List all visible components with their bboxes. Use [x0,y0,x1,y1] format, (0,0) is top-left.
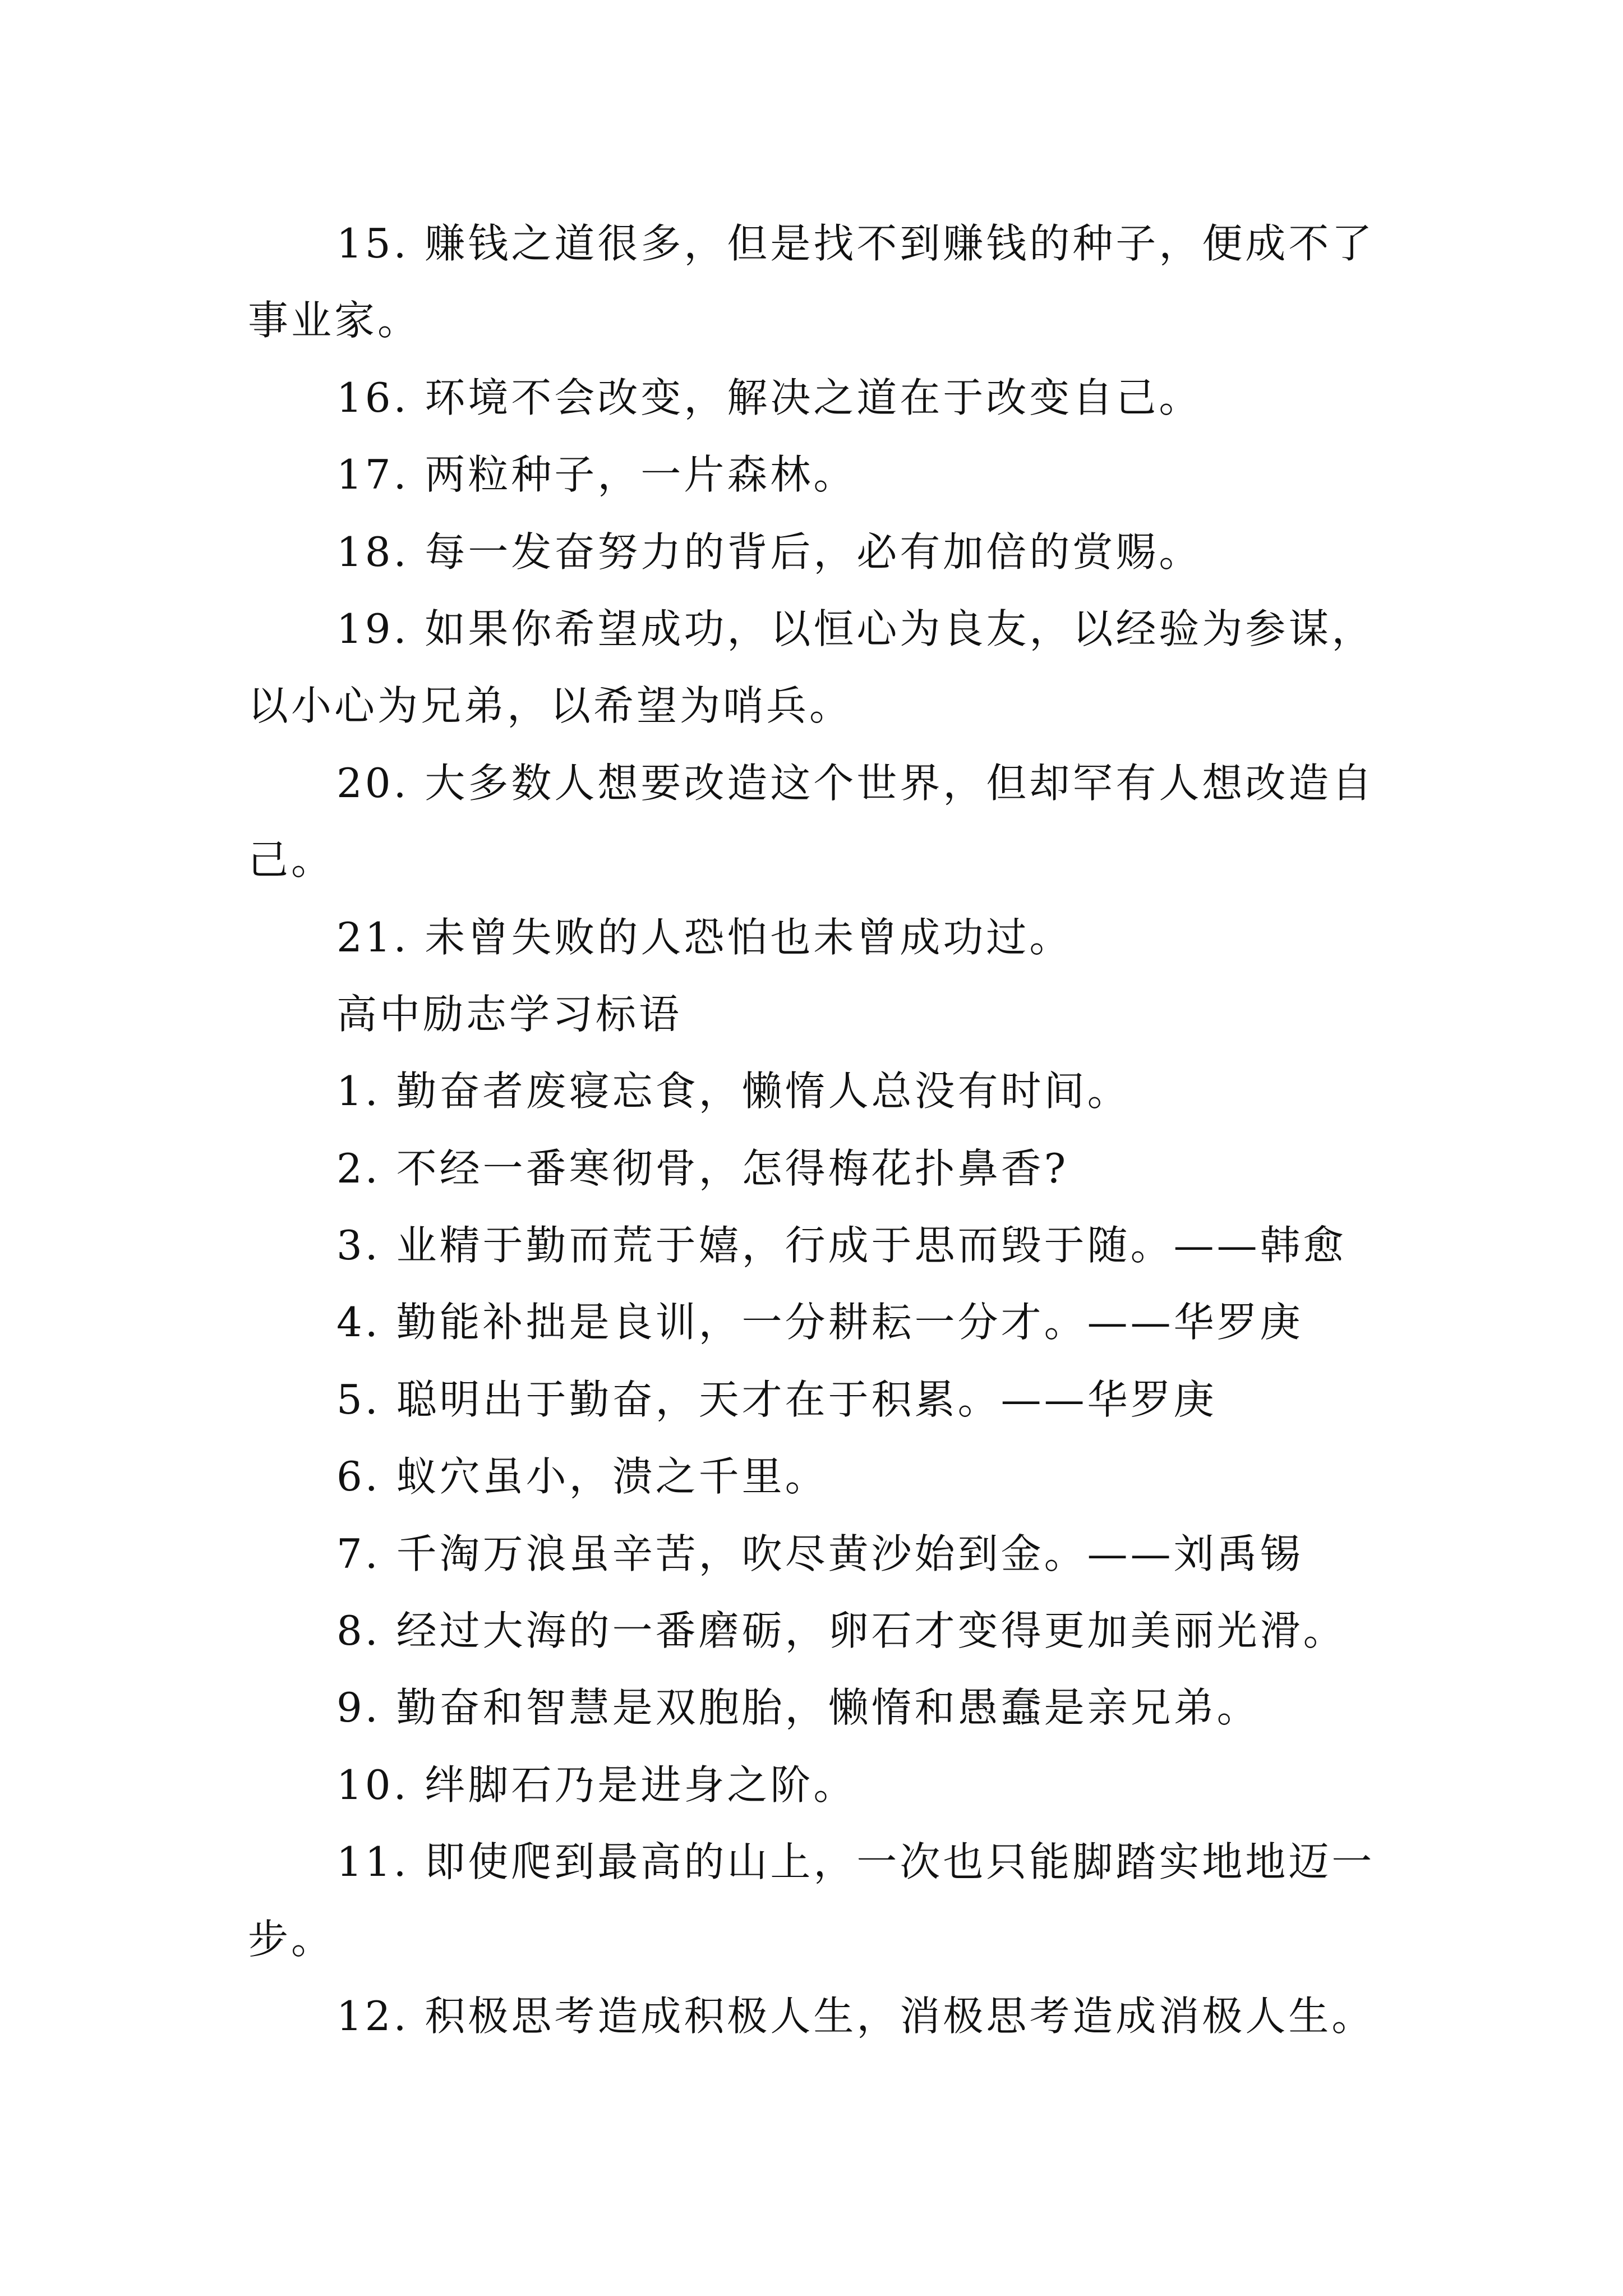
list-item-line: 18. 每一发奋努力的背后，必有加倍的赏赐。 [336,528,1202,576]
list-item [248,1747,1482,1824]
list-item [248,1438,1482,1515]
list-item [248,205,1482,360]
list-item-line: 6. 蚁穴虽小，溃之千里。 [336,1453,828,1501]
list-item-line: 21. 未曾失败的人恐怕也未曾成功过。 [336,913,1073,961]
list-item-line: 16. 环境不会改变，解决之道在于改变自己。 [336,374,1202,421]
list-item [248,514,1482,591]
list-item [248,360,1482,436]
list-item-line: 20. 大多数人想要改造这个世界，但却罕有人想改造自 [336,759,1375,807]
list-item-line: 5. 聪明出于勤奋，天才在于积累。——华罗庚 [336,1375,1217,1423]
list-item [248,1669,1482,1746]
list-item-line: 以小心为兄弟，以希望为哨兵。 [248,682,853,730]
list-item-line: 19. 如果你希望成功，以恒心为良友，以经验为参谋， [336,605,1375,652]
list-item [248,1284,1482,1361]
section-heading: 高中励志学习标语 [336,990,683,1038]
list-item [248,1361,1482,1438]
list-item [248,1053,1482,1130]
list-item [248,1978,1482,2055]
list-item-line: 7. 千淘万浪虽辛苦，吹尽黄沙始到金。——刘禹锡 [336,1530,1303,1577]
list-item-line: 15. 赚钱之道很多，但是找不到赚钱的种子，便成不了 [336,220,1375,267]
list-item-line: 2. 不经一番寒彻骨，怎得梅花扑鼻香? [336,1144,1069,1192]
list-item-line: 9. 勤奋和智慧是双胞胎，懒惰和愚蠢是亲兄弟。 [336,1684,1260,1732]
list-item [248,1516,1482,1593]
list-item-line: 事业家。 [248,297,421,344]
list-item-line: 步。 [248,1915,335,1963]
list-item-line: 8. 经过大海的一番磨砺，卵石才变得更加美丽光滑。 [336,1607,1347,1655]
document-body [248,205,1482,2055]
list-item-line: 10. 绊脚石乃是进身之阶。 [336,1761,857,1809]
list-item [248,591,1482,745]
list-item [248,745,1482,899]
list-item-line: 3. 业精于勤而荒于嬉，行成于思而毁于随。——韩愈 [336,1222,1347,1269]
list-item-line: 12. 积极思考造成积极人生，消极思考造成消极人生。 [336,1992,1375,2040]
list-item-line: 己。 [248,836,335,884]
list-item [248,1824,1482,1978]
list-item-line: 11. 即使爬到最高的山上，一次也只能脚踏实地地迈一 [336,1838,1375,1886]
list-item [248,899,1482,976]
list-item [248,1130,1482,1207]
list-item [248,436,1482,513]
section-heading-block [248,976,1482,1053]
list-item-line: 17. 两粒种子，一片森林。 [336,451,857,499]
list-item-line: 1. 勤奋者废寝忘食，懒惰人总没有时间。 [336,1068,1131,1115]
list-item [248,1593,1482,1669]
list-item-line: 4. 勤能补拙是良训，一分耕耘一分才。——华罗庚 [336,1299,1303,1346]
list-item [248,1207,1482,1284]
